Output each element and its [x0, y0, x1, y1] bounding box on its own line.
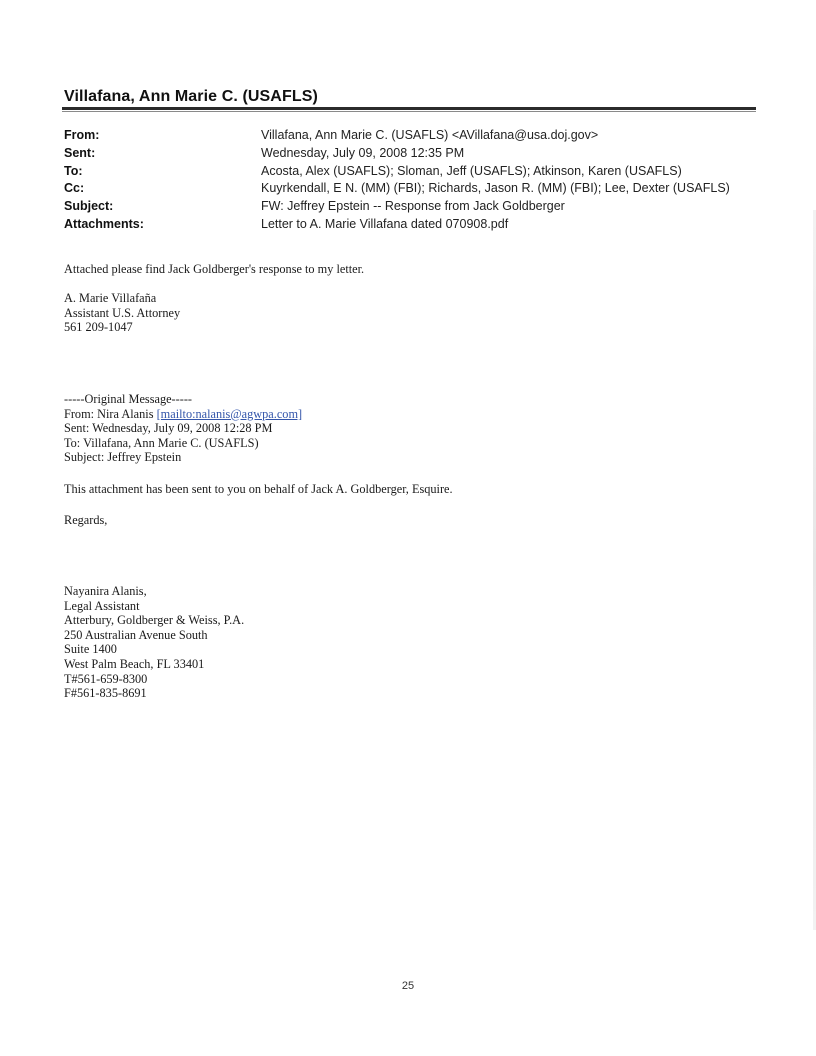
page-number: 25	[401, 980, 415, 992]
intro-text: Attached please find Jack Goldberger's response to my letter.	[64, 262, 365, 276]
intro-paragraph	[64, 262, 364, 277]
attachment-filename[interactable]: Letter to A. Marie Villafana dated 070908.pdf	[261, 216, 509, 231]
field-from	[64, 127, 744, 145]
original-to: To: Villafana, Ann Marie C. (USAFLS)	[64, 435, 259, 450]
signature-line: F#561-835-8691	[64, 686, 147, 701]
original-message-separator: -----Original Message-----	[64, 392, 193, 406]
signature-line: Atterbury, Goldberger & Weiss, P.A.	[64, 613, 245, 628]
field-label: From:	[64, 128, 100, 142]
field-value: Acosta, Alex (USAFLS); Sloman, Jeff (USAFLS); Atkinson, Karen (USAFLS)	[261, 163, 682, 178]
field-value: Villafana, Ann Marie C. (USAFLS) <AVillafana@usa.doj.gov>	[261, 128, 599, 142]
field-to	[64, 163, 744, 181]
signature-line: A. Marie Villafaña	[64, 291, 157, 305]
original-from	[64, 407, 302, 422]
sender-signature	[64, 291, 180, 335]
original-message-header	[64, 392, 302, 465]
field-label: Subject:	[64, 199, 114, 214]
signature-line: Nayanira Alanis,	[64, 584, 147, 598]
field-label: Sent:	[64, 145, 96, 160]
field-value: FW: Jeffrey Epstein -- Response from Jack Goldberger	[261, 199, 565, 214]
original-subject: Subject: Jeffrey Epstein	[64, 450, 182, 465]
signature-line: T#561-659-8300	[64, 671, 148, 686]
original-sent: Sent: Wednesday, July 09, 2008 12:28 PM	[64, 421, 273, 436]
original-from-label: From: Nira Alanis	[64, 406, 157, 421]
signature-line: Legal Assistant	[64, 598, 140, 613]
field-value: Wednesday, July 09, 2008 12:35 PM	[261, 145, 465, 160]
original-message-body	[64, 482, 453, 497]
original-message-text: This attachment has been sent to you on behalf of Jack A. Goldberger, Esquire.	[64, 482, 453, 496]
field-label: To:	[64, 163, 83, 178]
field-label: Cc:	[64, 181, 85, 196]
field-cc	[64, 180, 744, 198]
field-subject	[64, 198, 744, 216]
field-attachments	[64, 216, 744, 234]
sender-name-heading: Villafana, Ann Marie C. (USAFLS)	[64, 88, 318, 105]
closing	[64, 513, 107, 528]
field-value: Kuyrkendall, E N. (MM) (FBI); Richards, Jason R. (MM) (FBI); Lee, Dexter (USAFLS)	[261, 181, 730, 196]
signature-line: 561 209-1047	[64, 320, 133, 335]
assistant-signature	[64, 584, 244, 701]
closing-text: Regards,	[64, 513, 108, 527]
header-divider-shadow	[62, 111, 756, 112]
field-label: Attachments:	[64, 216, 144, 231]
signature-line: 250 Australian Avenue South	[64, 627, 208, 642]
header-divider	[62, 107, 756, 110]
mailto-link[interactable]: [mailto:nalanis@agwpa.com]	[156, 406, 303, 421]
field-sent	[64, 145, 744, 163]
signature-line: Suite 1400	[64, 642, 117, 657]
email-header-fields	[64, 127, 744, 234]
signature-line: Assistant U.S. Attorney	[64, 305, 181, 320]
signature-line: West Palm Beach, FL 33401	[64, 656, 205, 671]
